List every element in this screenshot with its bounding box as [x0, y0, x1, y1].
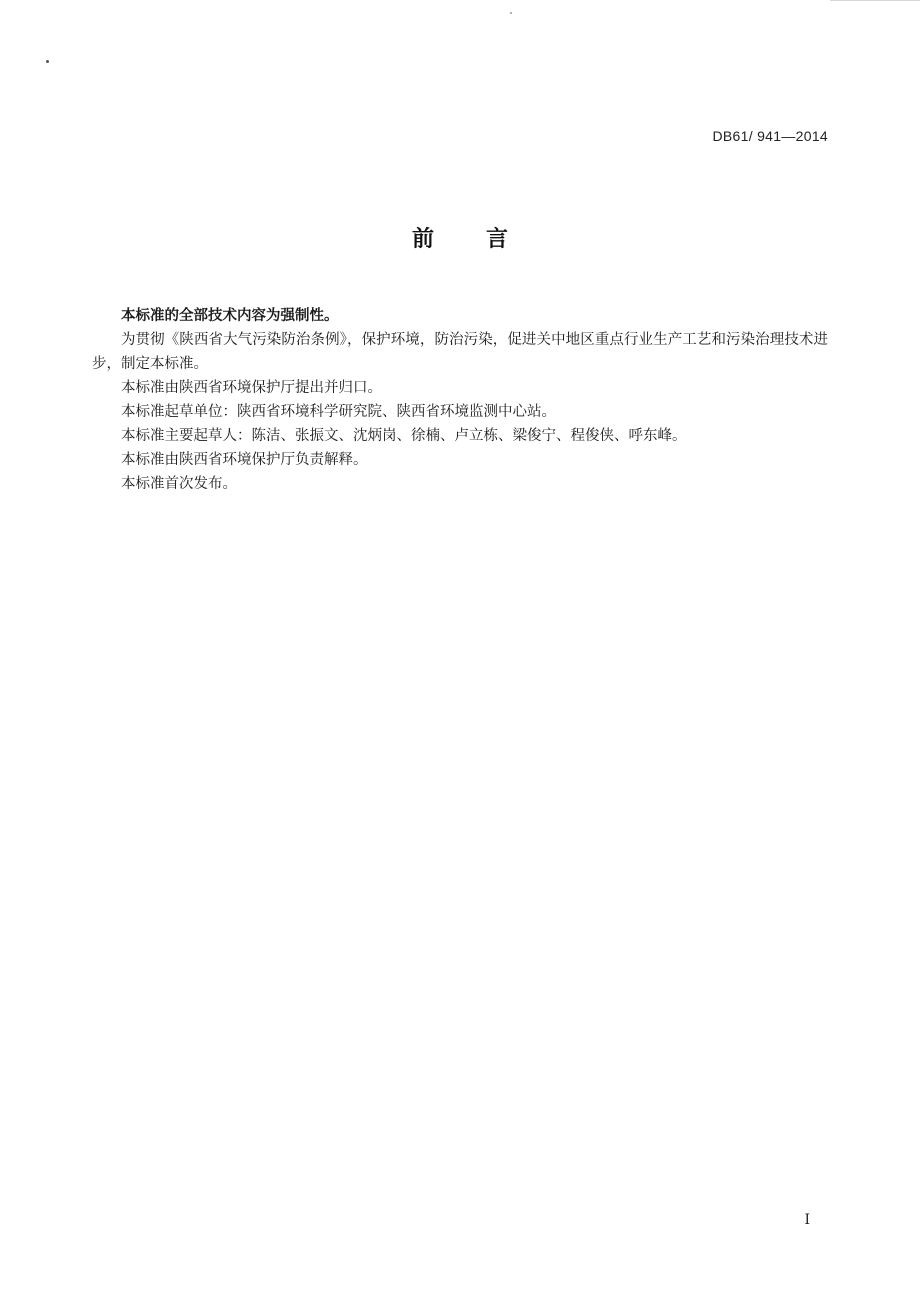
- paragraph-drafters: 本标准主要起草人：陈洁、张振文、沈炳岗、徐楠、卢立栋、梁俊宁、程俊侠、呼东峰。: [121, 428, 687, 444]
- paragraph-first-release: 本标准首次发布。: [121, 476, 237, 492]
- paragraph-drafting-units: 本标准起草单位：陕西省环境科学研究院、陕西省环境监测中心站。: [121, 404, 556, 420]
- paragraph-purpose: 为贯彻《陕西省大气污染防治条例》，保护环境，防治污染，促进关中地区重点行业生产工艺和污染治理技术进步，制定本标准。: [92, 332, 828, 372]
- document-code: DB61/ 941—2014: [712, 128, 828, 144]
- scan-speck: [46, 60, 49, 63]
- paragraph-interpretation: 本标准由陕西省环境保护厅负责解释。: [121, 452, 368, 468]
- paragraph-mandatory-statement: 本标准的全部技术内容为强制性。: [121, 308, 339, 324]
- paragraph-proposer: 本标准由陕西省环境保护厅提出并归口。: [121, 380, 382, 396]
- scan-speck: [510, 12, 512, 14]
- foreword-body: [92, 304, 828, 496]
- scan-edge-line: [830, 0, 920, 1]
- page-title: 前言: [411, 227, 560, 252]
- page-number: I: [804, 1212, 810, 1228]
